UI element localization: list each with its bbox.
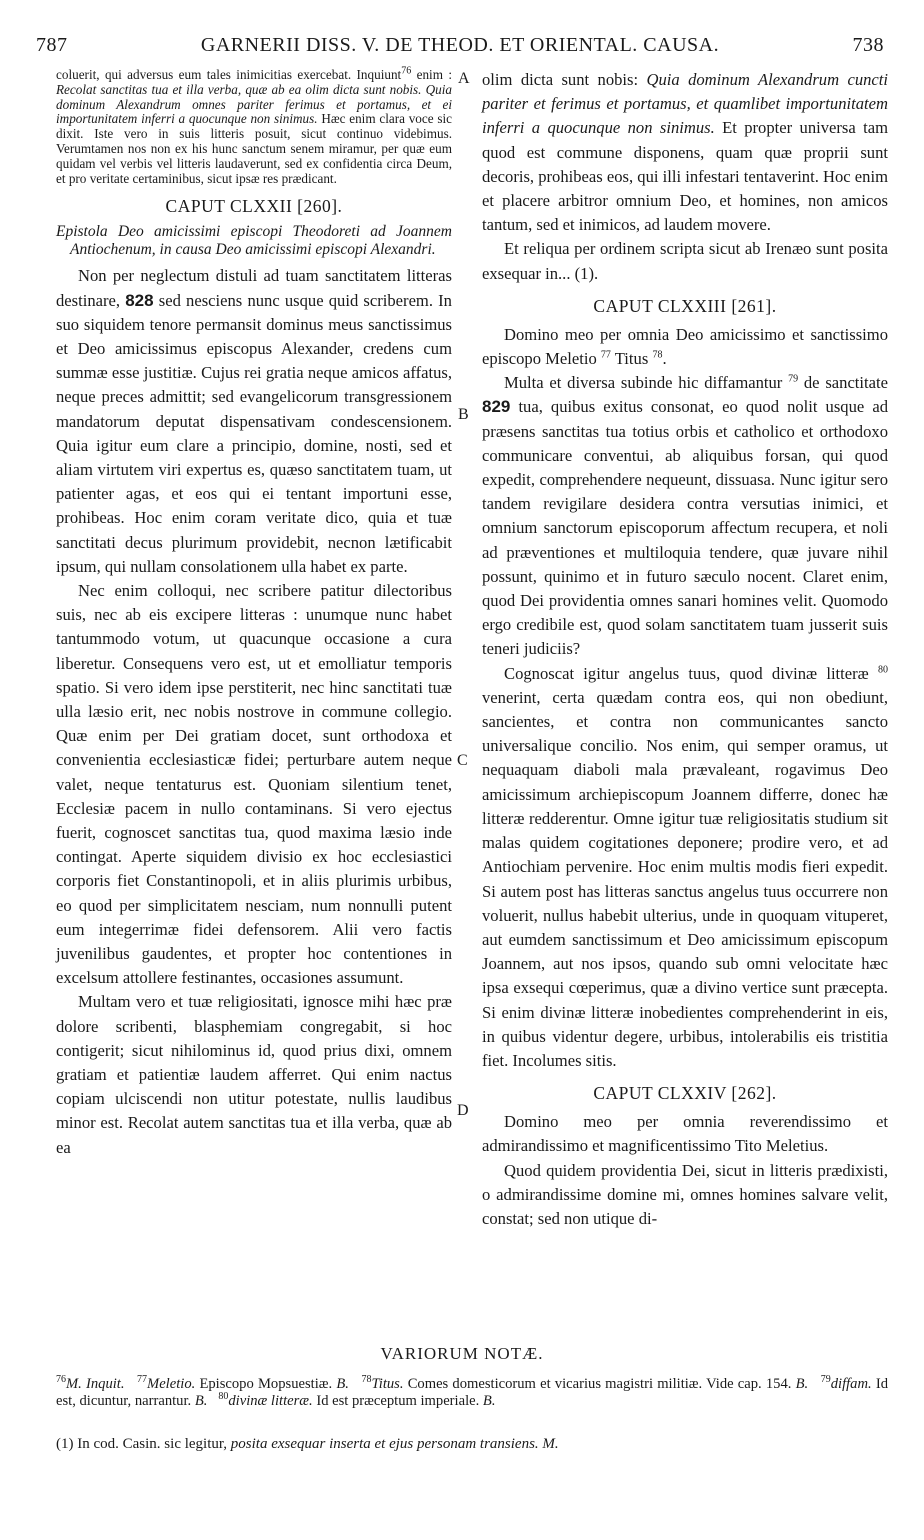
r4-text-b: de sanctitate	[798, 373, 888, 393]
note-77-text: Episcopo Mopsuestiæ.	[195, 1376, 337, 1392]
note-78-text: Comes domesticorum et vicarius magistri militiæ. Vide cap. 154.	[403, 1376, 796, 1392]
right-paragraph-7: Quod quidem providentia Dei, sicut in litteris prædixisti, o admirandissime domine mi, omnes homines salvare velit, constat; sed non utique di-	[482, 1160, 888, 1228]
right-paragraph-2: Et reliqua per ordinem scripta sicut ab Irenæo sunt posita exsequar in... (1).	[482, 239, 888, 283]
note-76-text: M. Inquit.	[66, 1376, 125, 1392]
intro-text-2: enim :	[411, 67, 452, 82]
right-column	[482, 68, 888, 1231]
footnote-1-quote: posita exsequar inserta et ejus personam transiens. M.	[230, 1436, 559, 1452]
column-number-828: 828	[125, 290, 154, 310]
r3-text-a: Domino meo per omnia Deo amicissimo et sanctissimo episcopo Meletio	[482, 324, 888, 369]
r1-text-b: Et propter universa tam quod est commune disponens, quam quæ proprii sunt decoris, prohibeas eos, qui illi infestari tentaverint. Hoc enim et placere arbitror omnium Deo, et homines, non amicos tantum, sed et inimicos, ad laudem movere.	[482, 118, 888, 235]
r3-text-b: Titus	[610, 349, 649, 369]
letter-rubric: Epistola Deo amicissimi episcopi Theodoreti ad Joannem Antiochenum, in causa Deo amicissimi episcopi Alexandri.	[56, 223, 452, 258]
r4-text-a: Multa et diversa subinde hic diffamantur	[504, 373, 783, 393]
note-79-siglum: B.	[194, 1392, 208, 1409]
note-79-marker: 79	[820, 1374, 831, 1386]
margin-letter-d: D	[457, 1102, 469, 1119]
margin-letter-c: C	[457, 752, 468, 769]
margin-letter-b: B	[458, 406, 469, 423]
chapter-heading-261: CAPUT CLXXIII [261].	[593, 295, 777, 316]
r5-text-b: venerint, certa quædam contra eos, qui non obediunt, sancientes, et contra non communicantes sancto universalique concilio. Nos enim, qui semper oramus, ut nequaquam diaboli mala prævaleant, rogavimus Deo amicissimum archiepiscopum Joannem differre, donec hæ litteræ redderentur. Omne igitur tuæ religiositatis studium sit malas quidem cogitationes deponere; prodire vero, et ad Antiochiam pervenire. Hoc enim multis modis fieri expedit. Si autem post has litteras sanctus angelus tuus occurrere non voluerit, nullus habebit ulterius, unde in quoquam vituperet, aut eumdem sanctissimum et Deo amicissimum episcopum Joannem, aut nos ipsos, quando sub omni velocitate hæc ipsa exsequi cœperimus, quæ a divino vertice sunt præcepta. Si enim divinæ litteræ inobedientes comprehenderint in eis, in quibus videntur degere, urbibus, intolerabilis eis tristitia fiet. Incolumes sitis.	[482, 687, 888, 1070]
note-79-text: Id est, dicuntur, narrantur.	[56, 1376, 889, 1409]
notes-heading: VARIORUM NOTÆ.	[380, 1344, 544, 1363]
running-header	[36, 34, 884, 60]
running-title: GARNERII DISS. V. DE THEOD. ET ORIENTAL. CAUSA.	[200, 34, 720, 56]
note-80-lemma: divinæ litteræ.	[228, 1392, 313, 1409]
footnote-1-text: (1) In cod. Casin. sic legitur,	[56, 1436, 231, 1452]
paragraph-2: Nec enim colloqui, nec scribere patitur dilectoribus suis, nec ab eis excipere litteras : unumque nunc habet tantummodo votum, ut quacunque occasione a cura liberetur. Consequens vero est, ut et emolliatur temporis spatio. Si vero idem ipse perstiterit, nec hinc sanctitati tuæ ulla læsio erit, nec nobis nostrove in commune collegio. Quæ enim per Dei gratiam docet, sunt orthodoxa et convenientia ecclesiasticæ fidei; perturbare autem neque valet, neque tentaturus est. Quoniam silentium tenet, Ecclesiæ pacem in nullo contaminans. Si vero ejectus fuerit, cognoscet sanctitas tua, quod maxima læsio inde contingat. Aperte siquidem divisio ex hoc ecclesiastici corporis fiet Constantinopoli, et in aliis plurimis urbibus, eo quod per simplicitatem nesciam, num nonnulli putent eum integerrimæ fidei defensorem. Alii vero factis juvenilibus gaudentes, et propter hoc contentiones in excelsum attollere festinantes, occasiones assumunt.	[56, 581, 452, 988]
note-ref-76: 76	[401, 65, 412, 77]
r1-text-a: olim dicta sunt nobis:	[482, 70, 647, 89]
page-number-right: 738	[852, 34, 884, 56]
right-paragraph-1	[482, 68, 888, 237]
r3-text-c: .	[662, 349, 667, 369]
footnote-1	[56, 1436, 888, 1453]
note-80-text: Id est præceptum imperiale.	[312, 1392, 483, 1409]
variorum-notes	[56, 1376, 888, 1409]
r5-text-a: Cognoscat igitur angelus tuus, quod divinæ litteræ	[504, 663, 869, 683]
note-ref-78: 78	[652, 349, 663, 361]
left-intro-paragraph	[56, 65, 452, 186]
note-78-siglum: B.	[795, 1376, 809, 1392]
intro-quote: Recolat sanctitas tua et illa verba, quæ ab ea olim dicta sunt nobis. Quia dominum Alexandrum omnes pariter ferimus et portamus, et ei importunitatem inferri a quocunque non sinimus.	[56, 81, 452, 127]
note-ref-77: 77	[600, 349, 611, 361]
paragraph-1	[56, 264, 452, 579]
margin-letter-a: A	[458, 70, 470, 87]
left-column	[56, 65, 452, 1160]
intro-text-3: Hæc enim clara voce sic dixit. Iste vero in suis litteris posuit, sicut continuo videbimus. Verumtamen nos non ex his hunc sanctum senem miramur, per quæ eum quidam vel verbis vel litteris laudaverunt, sed ex confidentia circa Deum, et pro veritate certaminibus, sicut ipsæ res prædicant.	[56, 111, 452, 186]
r4-text-c: tua, quibus exitus consonat, eo quod nolit usque ad præsens sanctitas tua totius orbis et catholico et orthodoxo communicare conventui, ab aliquibus forsan, qui quod expedit, comprehendere nequeunt, dissuasa. Nunc igitur sero tandem revigilare desidera contra versutias inimici, et omnium sanctorum episcoporum affectum recupera, et noli ad præventiones et multiloquia tendere, quæ juvare nihil possunt, quinimo et in futuro sæculo nocent. Claret enim, quod Dei providentia omnes sanari homines velit. Quomodo ergo credibile est, quod solam sanctitatem tuam jusserit suis teneri judiciis?	[482, 397, 888, 659]
p1-text-b: sed nesciens nunc usque quid scriberem. In suo siquidem tenore permansit dominus meus sanctissimus et Deo amicissimus episcopus Alexander, credens cum summæ esse justitiæ. Cujus rei gratia neque amicos affatus, neque preces admittit; sed evangelicorum transgressionem mandatorum deputat dispensativam condescensionem. Quia igitur eum clare a principio, domine, nosti, sed et aliam virtutem viri expertus es, quæso sanctitatem tuam, ut patienter agas, et eos qui ei tentant importuni esse, prohibeas. Hoc enim coram veritate dico, quia et tuæ sanctitati decus plurimum providebit, necnon lætificabit ipsum, qui nullam consolationem ulla habet ex parte.	[56, 290, 452, 576]
salutation-262: Domino meo per omnia reverendissimo et admirandissimo et magnificentissimo Tito Meletius.	[482, 1112, 888, 1156]
chapter-heading-260: CAPUT CLXXII [260].	[165, 196, 343, 217]
r1-quote: Quia dominum Alexandrum cuncti pariter et ferimus et portamus, et quamlibet importunitatem inferri a quocunque non sinimus.	[482, 70, 888, 138]
note-77-marker: 77	[137, 1374, 148, 1386]
note-77-siglum: B.	[336, 1376, 349, 1392]
intro-text-1: coluerit, qui adversus eum tales inimicitias exercebat. Inquiunt	[56, 67, 402, 82]
column-number-829: 829	[482, 397, 511, 417]
note-ref-79: 79	[788, 373, 799, 385]
note-79-lemma: diffam.	[830, 1376, 872, 1392]
salutation-261	[482, 323, 888, 371]
p1-text-a: Non per neglectum distuli ad tuam sanctitatem litteras destinare,	[56, 266, 452, 310]
note-76-marker: 76	[56, 1374, 66, 1386]
right-paragraph-5	[482, 662, 888, 1073]
paragraph-3: Multam vero et tuæ religiositati, ignosce mihi hæc præ dolore scribenti, blasphemiam congregabit, si hoc contigerit; sicut nihilominus id, quod prius dixi, omnem gratiam et patientiæ laudem afferret. Qui enim nactus copiam ulciscendi non utitur potestate, nullis laudibus minor est. Recolat autem sanctitas tua et illa verba, quæ ab ea	[56, 992, 452, 1157]
note-80-siglum: B.	[482, 1392, 496, 1409]
note-ref-80: 80	[878, 664, 888, 676]
chapter-heading-262: CAPUT CLXXIV [262].	[593, 1083, 777, 1104]
note-80-marker: 80	[218, 1390, 229, 1402]
page-number-left: 787	[36, 34, 68, 56]
right-paragraph-4	[482, 371, 888, 661]
note-77-lemma: Meletio.	[147, 1376, 196, 1392]
note-78-lemma: Titus.	[371, 1376, 404, 1392]
note-78-marker: 78	[361, 1374, 372, 1386]
